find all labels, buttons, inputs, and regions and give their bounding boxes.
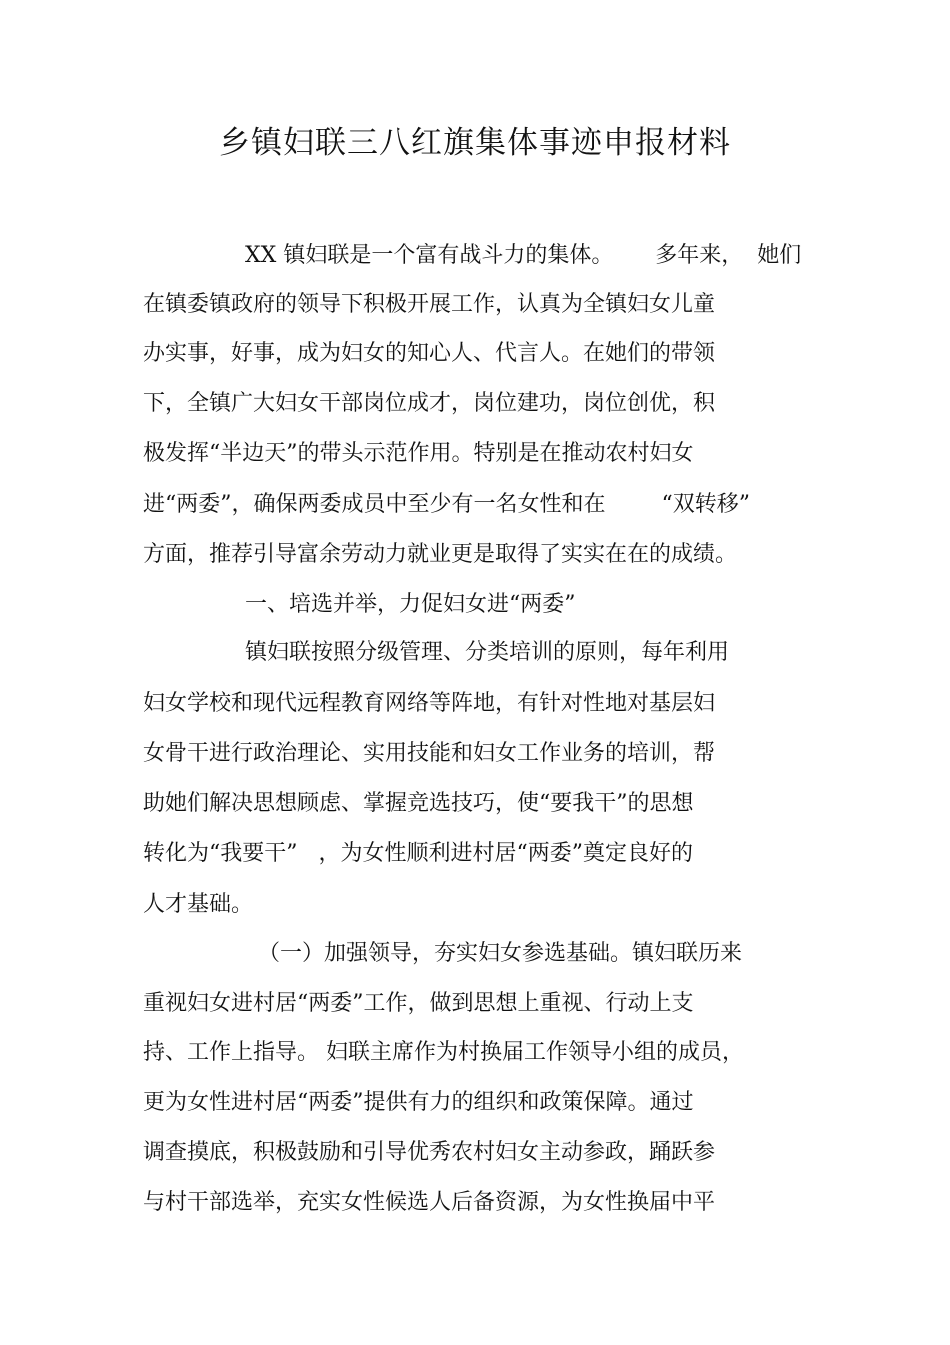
paragraph-line: 办实事，好事，成为妇女的知心人、代言人。在她们的带领 — [143, 341, 716, 366]
paragraph-line: 转化为“我要干” ，为女性顺利进村居“两委”奠定良好的 — [143, 841, 693, 866]
paragraph-line: 助她们解决思想顾虑、掌握竞选技巧，使“要我干”的思想 — [143, 791, 694, 816]
paragraph-line: 与村干部选举，充实女性候选人后备资源，为女性换届中平 — [143, 1190, 716, 1215]
paragraph-line: 人才基础。 — [143, 892, 254, 917]
paragraph-line: 持、工作上指导。 妇联主席作为村换届工作领导小组的成员， — [143, 1040, 744, 1065]
paragraph-line: 调查摸底，积极鼓励和引导优秀农村妇女主动参政，踊跃参 — [143, 1140, 716, 1165]
paragraph-line: 下，全镇广大妇女干部岗位成才，岗位建功，岗位创优，积 — [143, 391, 716, 416]
paragraph-line: 女骨干进行政治理论、实用技能和妇女工作业务的培训，帮 — [143, 741, 716, 766]
paragraph-line: 方面，推荐引导富余劳动力就业更是取得了实实在在的成绩。 — [143, 542, 738, 567]
paragraph-line: 进“两委”，确保两委成员中至少有一名女性和在 “双转移” — [143, 492, 750, 517]
paragraph-line: 镇妇联按照分级管理、分类培训的原则，每年利用 — [245, 640, 730, 665]
section-heading: 一、培选并举，力促妇女进“两委” — [245, 592, 576, 617]
paragraph-line: XX 镇妇联是一个富有战斗力的集体。 多年来， 她们 — [245, 243, 802, 268]
paragraph-line: 重视妇女进村居“两委”工作，做到思想上重视、行动上支 — [143, 991, 694, 1016]
paragraph-line: 妇女学校和现代远程教育网络等阵地，有针对性地对基层妇 — [143, 691, 716, 716]
paragraph-line: 在镇委镇政府的领导下积极开展工作，认真为全镇妇女儿童 — [143, 292, 716, 317]
subsection-line: （一）加强领导，夯实妇女参选基础。镇妇联历来 — [258, 941, 743, 966]
paragraph-line: 极发挥“半边天”的带头示范作用。特别是在推动农村妇女 — [143, 441, 694, 466]
paragraph-line: 更为女性进村居“两委”提供有力的组织和政策保障。通过 — [143, 1090, 694, 1115]
document-title: 乡镇妇联三八红旗集体事迹申报材料 — [219, 125, 731, 161]
